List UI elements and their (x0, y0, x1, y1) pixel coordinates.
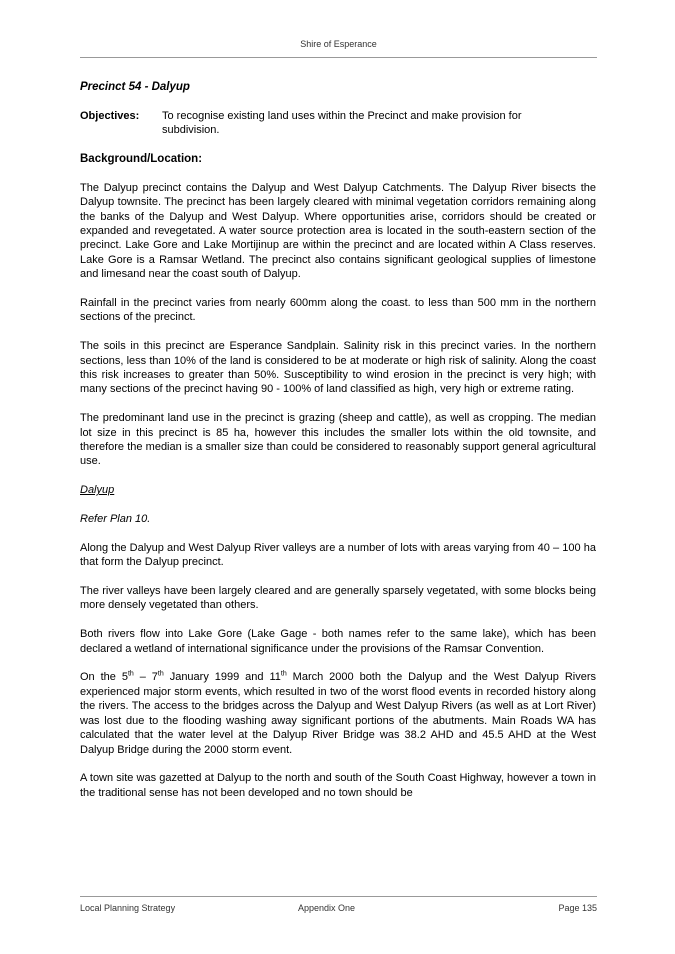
paragraph-storm-events (80, 670, 596, 756)
storm-text-2: – 7 (133, 671, 158, 684)
paragraph-catchments: The Dalyup precinct contains the Dalyup and West Dalyup Catchments. The Dalyup River bisects the Dalyup townsite. The precinct has been largely cleared with minimal vegetation corridors remaining along the banks of the Dalyup and West Dalyup. Where opportunities arise, corridors should be created or expanded and revegetated. A water source protection area is located in the south-eastern section of the precinct. Lake Gore and Lake Mortijinup are within the precinct and are located within A Class reserves. Lake Gore is a Ramsar Wetland. The precinct also contains significant geological supplies of limestone and limesand near the coast south of Dalyup. (80, 181, 596, 281)
paragraph-soils: The soils in this precinct are Esperance Sandplain. Salinity risk in this precinct varies. In the northern sections, less than 10% of the land is considered to be at moderate or high risk of salinity. Along the coast this risk increases to greater than 50%. Susceptibility to wind erosion in the precinct is very high; with many sections of the precinct having 90 - 100% of land classified as high, very high or extreme rating. (80, 340, 596, 396)
ordinal-suffix: th (127, 670, 134, 678)
background-heading: Background/Location: (80, 153, 203, 165)
objectives-block (80, 109, 596, 138)
ordinal-suffix: th (157, 670, 164, 678)
page-header: Shire of Esperance (300, 39, 377, 49)
paragraph-rainfall: Rainfall in the precinct varies from nearly 600mm along the coast. to less than 500 mm in the northern sections of the precinct. (80, 297, 596, 324)
ordinal-suffix: th (280, 670, 287, 678)
objectives-text: To recognise existing land uses within the Precinct and make provision for subdivision. (162, 109, 522, 137)
storm-text-4: March 2000 both the Dalyup and the West Dalyup Rivers experienced major storm events, which resulted in two of the worst flood events in recorded history along the rivers. The access to the bridges across the Dalyup and West Dalyup Rivers (as well as at Lort River) was lost due to the flooding washing away significant portions of the abutments. Main Roads WA has calculated that the water level at the Dalyup River Bridge was 38.2 AHD and 45.5 AHD at the West Dalyup Bridge during the 2000 storm event. (80, 671, 596, 756)
footer-page-number: Page 135 (558, 903, 597, 913)
footer-divider (80, 896, 597, 897)
header-divider (80, 57, 597, 58)
precinct-heading: Precinct 54 - Dalyup (80, 81, 190, 93)
paragraph-town-site: A town site was gazetted at Dalyup to the north and south of the South Coast Highway, however a town in the traditional sense has not been developed and no town should be (80, 772, 596, 799)
paragraph-land-use: The predominant land use in the precinct is grazing (sheep and cattle), as well as cropping. The median lot size in this precinct is 85 ha, however this includes the smaller lots within the old townsite, and therefore the median is a smaller size than could be considered to reasonably support general agricultural use. (80, 412, 596, 468)
footer-document-title: Local Planning Strategy (80, 903, 176, 913)
storm-text-1: On the 5 (80, 671, 128, 684)
refer-plan-note: Refer Plan 10. (80, 513, 151, 526)
dalyup-subheading: Dalyup (80, 484, 115, 497)
footer-appendix: Appendix One (298, 903, 356, 913)
paragraph-lake-gore: Both rivers flow into Lake Gore (Lake Gage - both names refer to the same lake), which has been declared a wetland of international significance under the provisions of the Ramsar Convention. (80, 628, 596, 655)
paragraph-river-valleys: Along the Dalyup and West Dalyup River valleys are a number of lots with areas varying from 40 – 100 ha that form the Dalyup precinct. (80, 541, 596, 569)
paragraph-vegetation: The river valleys have been largely cleared and are generally sparsely vegetated, with some blocks being more densely vegetated than others. (80, 585, 596, 612)
objectives-label: Objectives: (80, 109, 140, 122)
storm-text-3: January 1999 and 11 (163, 671, 281, 684)
document-body (80, 80, 596, 815)
